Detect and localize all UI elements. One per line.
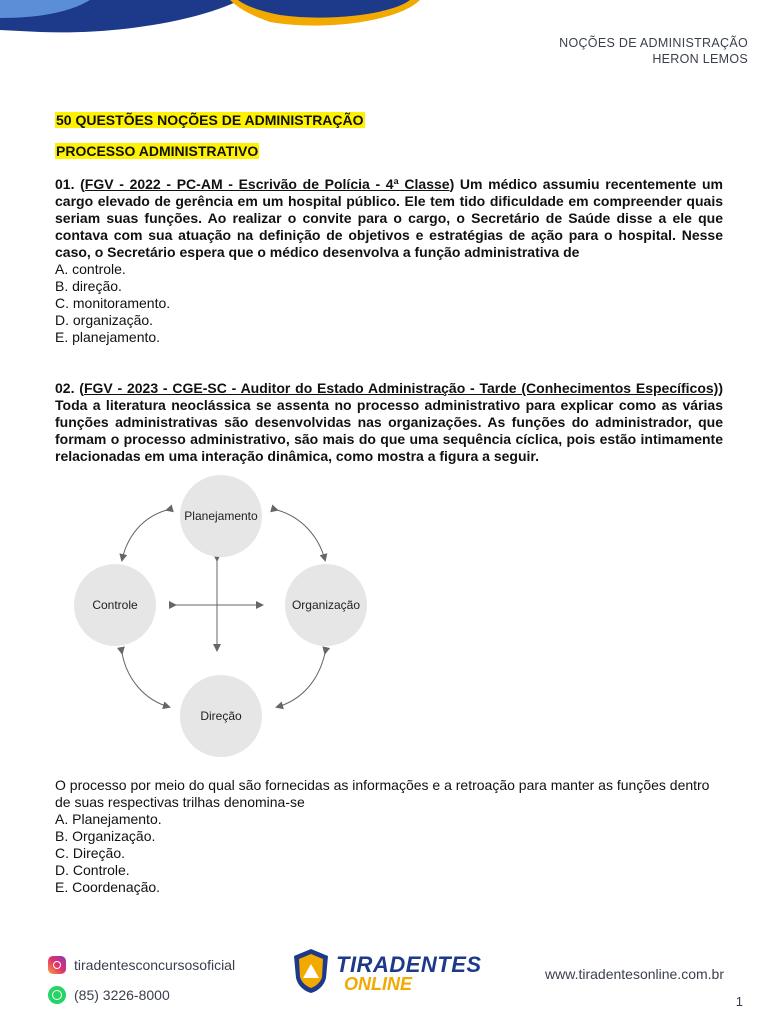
question-2-prompt: O processo por meio do qual são fornecidas as informações e a retroação para manter as funções dentro de suas respectivas trilhas denomina-se [55, 777, 710, 810]
header-author: HERON LEMOS [652, 52, 748, 66]
option: B. direção. [55, 278, 122, 294]
section-subtitle: PROCESSO ADMINISTRATIVO [56, 143, 259, 159]
node-organizacao: Organização [285, 564, 367, 646]
question-2-options [55, 811, 723, 896]
question-1: 01. (FGV - 2022 - PC-AM - Escrivão de Polícia - 4ª Classe) Um médico assumiu recentemente um cargo elevado de gerência em um hospital público. Ele tem tido dificuldade em compreender quais seriam suas funções. Ao realizar o convite para o cargo, o Secretário de Saúde disse a ele que contava com sua atuação na definição de objetivos e estratégias de ação para o hospital. Nesse caso, o Secretário espera que o médico desenvolva a função administrativa de [55, 176, 723, 260]
question-1-source: FGV - 2022 - PC-AM - Escrivão de Polícia - 4ª Classe [84, 176, 450, 192]
website-link[interactable]: www.tiradentesonline.com.br [545, 966, 724, 982]
page-number: 1 [735, 994, 743, 1009]
option: B. Organização. [55, 828, 156, 844]
option: E. planejamento. [55, 329, 161, 345]
node-direcao: Direção [180, 675, 262, 757]
logo-text-secondary: ONLINE [344, 974, 413, 994]
whatsapp-icon [48, 986, 66, 1004]
header-subject: NOÇÕES DE ADMINISTRAÇÃO [559, 36, 748, 50]
question-1-options [55, 261, 723, 346]
instagram-handle[interactable]: tiradentesconcursosoficial [74, 957, 236, 973]
page-content [55, 112, 723, 896]
option: C. monitoramento. [55, 295, 171, 311]
brand-logo [292, 948, 482, 998]
question-2-source: FGV - 2023 - CGE-SC - Auditor do Estado Administração - Tarde (Conhecimentos Específicos) [83, 380, 719, 396]
phone-number[interactable]: (85) 3226-8000 [74, 987, 170, 1003]
logo-text-primary: TIRADENTES [336, 952, 482, 977]
section-title: 50 QUESTÕES NOÇÕES DE ADMINISTRAÇÃO [56, 112, 364, 128]
node-planejamento: Planejamento [180, 475, 262, 557]
node-controle: Controle [74, 564, 156, 646]
shield-icon [292, 948, 330, 994]
option: D. organização. [55, 312, 154, 328]
question-2: 02. (FGV - 2023 - CGE-SC - Auditor do Estado Administração - Tarde (Conhecimentos Específicos)) Toda a literatura neoclássica se assenta no processo administrativo para explicar como as várias funções administrativas são desenvolvidas nas organizações. As funções do administrador, que formam o processo administrativo, são mais do que uma sequência cíclica, pois estão intimamente relacionadas em uma interação dinâmica, como mostra a figura a seguir. [55, 380, 724, 464]
footer-contacts [48, 954, 235, 1014]
option: A. Planejamento. [55, 811, 162, 827]
option: C. Direção. [55, 845, 126, 861]
option: A. controle. [55, 261, 126, 277]
question-2-text: Toda a literatura neoclássica se assenta no processo administrativo para explicar como as várias funções administrativas são desenvolvidas nas organizações. As funções do administrador, que formam o processo administrativo, são mais do que uma sequência cíclica, pois estão intimamente relacionadas em uma interação dinâmica, como mostra a figura a seguir. [55, 397, 723, 464]
option: E. Coordenação. [55, 879, 161, 895]
instagram-icon [48, 956, 66, 974]
header-decoration [0, 0, 768, 40]
process-diagram [67, 475, 397, 775]
page-header [559, 35, 748, 67]
question-1-text: Um médico assumiu recentemente um cargo elevado de gerência em um hospital público. Ele tem tido dificuldade em compreender quais seriam suas funções. Ao realizar o convite para o cargo, o Secretário de Saúde disse a ele que contava com sua atuação na definição de objetivos e estratégias de ação para o hospital. Nesse caso, o Secretário espera que o médico desenvolva a função administrativa de [55, 176, 723, 260]
option: D. Controle. [55, 862, 130, 878]
